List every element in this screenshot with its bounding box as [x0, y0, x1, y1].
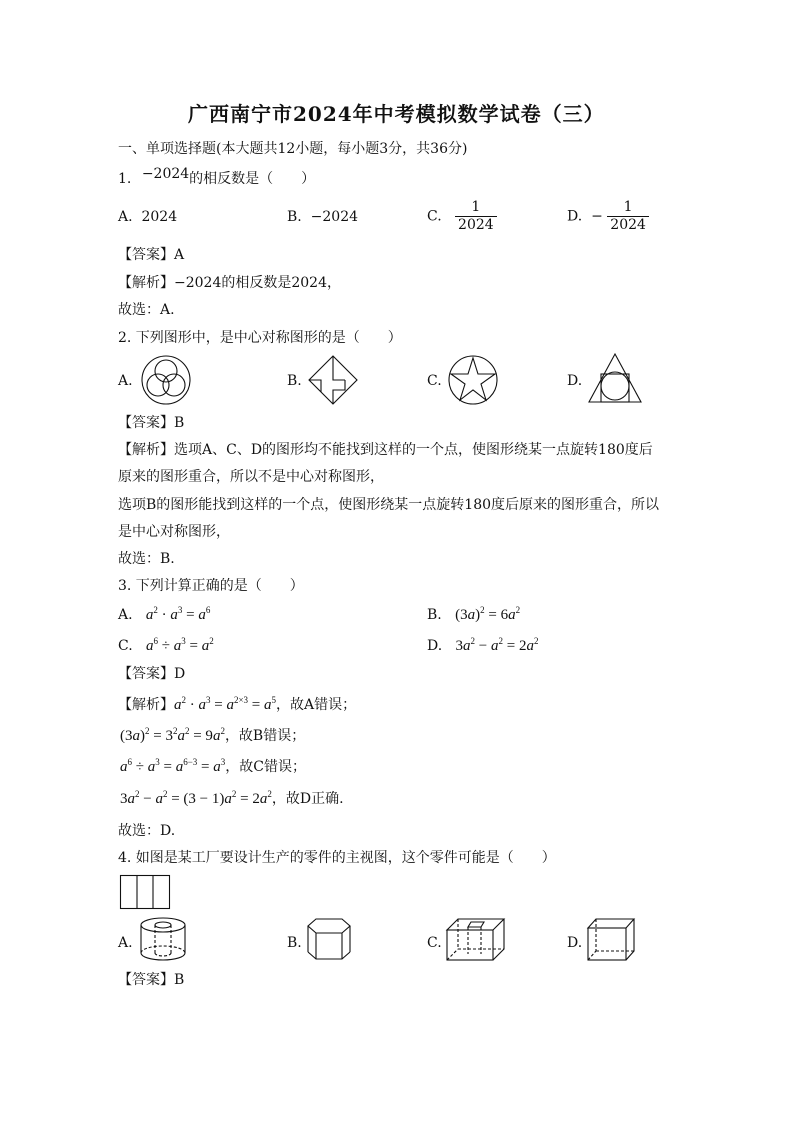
q2-option-a-figure	[140, 354, 192, 406]
q1-option-c-denominator: 2024	[455, 216, 497, 234]
q4-c-top-face	[447, 919, 504, 930]
q3-analysis-b-formula: $(3a)^2 = 3^2a^2 = 9a^2$	[120, 726, 225, 744]
q3-option-c-label: C.	[118, 638, 133, 654]
q3-choice: 故选：D.	[118, 823, 176, 839]
q3-option-d-formula: $3a^2 - a^2 = 2a^2$	[455, 636, 539, 654]
q4-a-hole-bottom	[155, 953, 171, 956]
q2-option-c-label: C.	[427, 373, 442, 389]
q4-d-top-face	[588, 919, 634, 928]
q3-option-a-formula: $a^2 \cdot a^3 = a^6$	[145, 605, 211, 623]
q1-option-d	[567, 199, 649, 234]
q3-option-d	[427, 637, 538, 655]
q4-option-d-figure	[586, 918, 636, 962]
q2-choice: 故选：B.	[118, 551, 175, 567]
q2-option-a-label: A.	[118, 373, 133, 389]
q2-stem: 2. 下列图形中，是中心对称图形的是（ ）	[118, 330, 402, 346]
q3-option-b-formula: $(3a)^2 = 6a^2$	[455, 605, 521, 623]
q1-option-c	[427, 199, 497, 234]
q2-analysis-line-1: 【解析】选项A、C、D的图形均不能找到这样的一个点，使图形绕某一点旋转180度后	[118, 442, 653, 458]
q4-a-hole-top	[155, 922, 171, 928]
q3-analysis-b-note: ，故B错误；	[224, 728, 306, 744]
q4-d-side-face	[626, 919, 634, 960]
q4-front-view-rect	[121, 876, 170, 909]
q2-c-star	[451, 358, 495, 400]
q3-analysis-c	[120, 758, 306, 776]
q1-choice: 故选：A.	[118, 302, 175, 318]
q2-analysis-line-2: 原来的图形重合，所以不是中心对称图形，	[118, 469, 384, 485]
q3-analysis-d-formula: $3a^2 - a^2 = (3 - 1)a^2 = 2a^2$	[120, 789, 272, 807]
q4-b-top-hexagon	[308, 919, 350, 933]
q1-option-d-denominator: 2024	[607, 216, 649, 234]
q2-c-circle	[449, 356, 497, 404]
q4-option-c-figure	[446, 918, 506, 962]
q1-option-c-label: C.	[427, 208, 442, 225]
q2-b-inner-line-1	[333, 356, 345, 380]
q3-option-d-label: D.	[427, 638, 443, 654]
q2-option-b-figure	[307, 354, 359, 406]
q4-option-a-label: A.	[118, 935, 133, 951]
q4-answer: 【答案】B	[118, 972, 185, 988]
q4-c-front-face	[447, 930, 493, 960]
q1-option-a-text: 2024	[141, 209, 178, 225]
q1-option-b-label: B.	[287, 209, 302, 225]
q3-option-a	[118, 606, 210, 624]
q4-b-bottom-edges	[308, 952, 350, 959]
q3-analysis-a-formula: $a^2 \cdot a^3 = a^{2\times 3} = a^5$	[174, 695, 277, 713]
q4-option-a-figure	[140, 916, 190, 962]
q3-option-b	[427, 606, 520, 624]
q3-answer: 【答案】D	[118, 666, 186, 682]
q2-option-d-label: D.	[567, 373, 583, 389]
q3-analysis-a	[118, 696, 356, 714]
q1-option-c-numerator: 1	[471, 199, 481, 215]
q4-a-bottom-arc-hidden	[141, 946, 185, 953]
q2-option-b-label: B.	[287, 373, 302, 389]
q1-expression: −2024	[141, 166, 190, 182]
q2-analysis-line-3: 选项B的图形能找到这样的一个点，使图形绕某一点旋转180度后原来的图形重合，所以	[118, 497, 660, 513]
q3-option-c-formula: $a^6 \div a^3 = a^2$	[146, 636, 214, 654]
q1-option-d-label: D.	[567, 208, 583, 225]
q1-option-d-sign: −	[591, 208, 603, 225]
q1-option-d-fraction	[607, 199, 649, 234]
q4-front-view-figure	[120, 875, 170, 909]
q3-option-b-label: B.	[427, 607, 442, 623]
q1-number: 1.	[118, 171, 132, 187]
q4-a-bottom-arc	[141, 953, 185, 960]
q2-d-square	[601, 374, 629, 402]
page-title: 广西南宁市2024年中考模拟数学试卷（三）	[188, 102, 605, 126]
q3-analysis-c-note: ，故C错误；	[225, 759, 306, 775]
q4-option-c-label: C.	[427, 935, 442, 951]
q4-stem: 4. 如图是某工厂要设计生产的零件的主视图，这个零件可能是（ ）	[118, 850, 556, 866]
q1-option-c-fraction	[455, 199, 497, 234]
q1-analysis-text: −2024的相反数是2024，	[174, 275, 341, 291]
q2-option-c-figure	[447, 354, 499, 406]
q1-option-b-text: −2024	[310, 209, 359, 225]
q2-analysis-line-4: 是中心对称图形，	[118, 524, 230, 540]
q2-option-d-figure	[587, 352, 643, 406]
q3-analysis-a-note: ，故A错误；	[276, 697, 357, 713]
q4-c-hidden-edge-3	[447, 949, 458, 960]
q4-option-b-label: B.	[287, 935, 302, 951]
q4-option-b-figure	[306, 918, 352, 962]
q3-analysis-b	[120, 727, 305, 745]
q2-answer: 【答案】B	[118, 415, 185, 431]
q2-a-arc-right	[163, 374, 185, 396]
q3-option-c	[118, 637, 214, 655]
q1-option-b	[287, 208, 358, 226]
q1-analysis	[118, 274, 341, 292]
q2-a-arc-top	[155, 360, 177, 382]
q4-d-hidden-edge-3	[588, 951, 596, 960]
q2-a-outer-circle	[142, 356, 190, 404]
q1-stem-text: 的相反数是（ ）	[189, 171, 316, 187]
q4-option-d-label: D.	[567, 935, 583, 951]
q3-option-a-label: A.	[118, 607, 133, 623]
q3-analysis-d-note: ，故D正确.	[271, 791, 344, 807]
q3-analysis-d	[120, 790, 344, 808]
q2-d-circle	[601, 372, 629, 400]
q2-b-inner-line-3	[333, 380, 345, 404]
q3-stem: 3. 下列计算正确的是（ ）	[118, 578, 304, 594]
q1-option-a	[118, 208, 177, 226]
q3-analysis-c-formula: $a^6 \div a^3 = a^{6-3} = a^3$	[120, 757, 226, 775]
q1-answer: 【答案】A	[118, 247, 185, 263]
q1-stem	[118, 166, 316, 188]
q4-a-top-ellipse	[141, 918, 185, 932]
q1-option-d-numerator: 1	[623, 199, 633, 215]
q3-analysis-tag: 【解析】	[118, 697, 174, 713]
q1-option-a-label: A.	[118, 209, 133, 225]
q1-analysis-tag: 【解析】	[118, 275, 174, 291]
q4-c-top-hole	[468, 922, 484, 927]
section-heading: 一、单项选择题(本大题共12小题，每小题3分，共36分)	[118, 141, 468, 157]
q2-d-triangle	[589, 354, 641, 402]
q4-d-front-face	[588, 928, 626, 960]
